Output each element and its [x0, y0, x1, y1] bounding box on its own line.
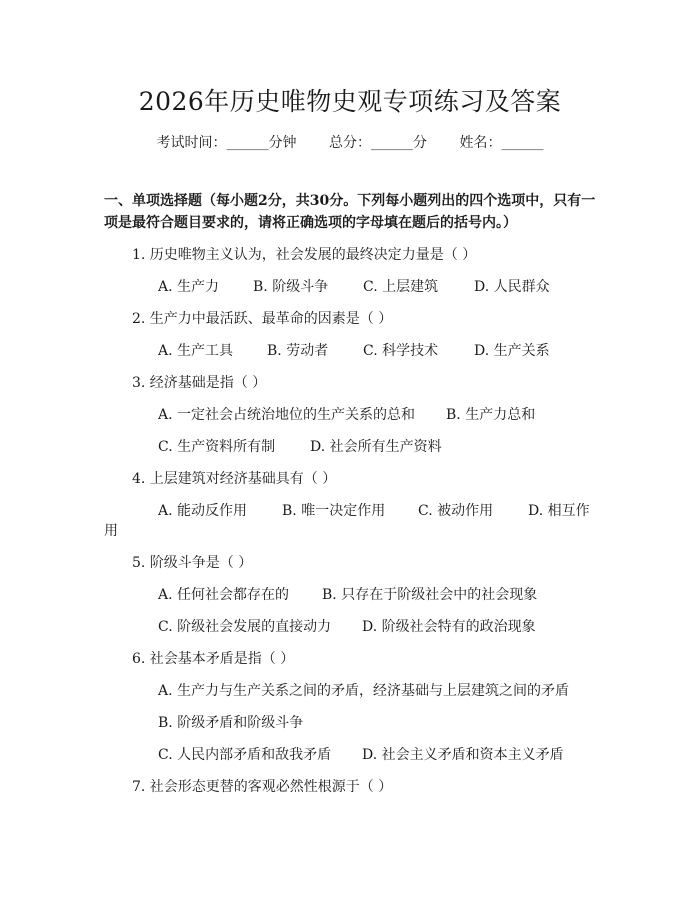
- question-4-option-d-wrap: 用: [104, 523, 118, 539]
- total-score-field: 总分：______分: [329, 135, 427, 151]
- question-6-option-c: C. 人民内部矛盾和敌我矛盾: [158, 747, 332, 763]
- question-2-option-a: A. 生产工具: [158, 343, 234, 359]
- question-6-stem: 6. 社会基本矛盾是指（ ）: [132, 651, 295, 667]
- question-6-option-b: B. 阶级矛盾和阶级斗争: [158, 715, 304, 731]
- question-1-option-b: B. 阶级斗争: [253, 279, 329, 295]
- question-4-option-d: D. 相互作: [528, 503, 590, 519]
- page-title: 2026年历史唯物史观专项练习及答案: [138, 87, 562, 116]
- question-6-option-d: D. 社会主义矛盾和资本主义矛盾: [362, 747, 564, 763]
- exam-meta: [0, 132, 700, 152]
- exam-time-field: 考试时间：______分钟: [156, 135, 297, 151]
- question-3-stem: 3. 经济基础是指（ ）: [132, 375, 267, 391]
- question-4-option-b: B. 唯一决定作用: [282, 503, 386, 519]
- question-4-option-a: A. 能动反作用: [158, 503, 248, 519]
- question-1-option-a: A. 生产力: [158, 279, 220, 295]
- question-5-option-d: D. 阶级社会特有的政治现象: [362, 619, 536, 635]
- question-5-option-b: B. 只存在于阶级社会中的社会现象: [322, 587, 538, 603]
- question-7-stem: 7. 社会形态更替的客观必然性根源于（ ）: [132, 779, 393, 795]
- question-2-option-b: B. 劳动者: [267, 343, 329, 359]
- question-1-option-c: C. 上层建筑: [363, 279, 439, 295]
- question-2-stem: 2. 生产力中最活跃、最革命的因素是（ ）: [132, 311, 393, 327]
- question-4-option-c: C. 被动作用: [418, 503, 494, 519]
- student-name-field: 姓名：______: [459, 135, 544, 151]
- question-5-stem: 5. 阶级斗争是（ ）: [132, 555, 253, 571]
- question-3-option-a: A. 一定社会占统治地位的生产关系的总和: [158, 407, 416, 423]
- question-6-option-a: A. 生产力与生产关系之间的矛盾，经济基础与上层建筑之间的矛盾: [158, 683, 570, 699]
- question-4-stem: 4. 上层建筑对经济基础具有（ ）: [132, 471, 337, 487]
- question-5-option-c: C. 阶级社会发展的直接动力: [158, 619, 332, 635]
- question-1-option-d: D. 人民群众: [474, 279, 550, 295]
- question-2-option-c: C. 科学技术: [363, 343, 439, 359]
- question-3-option-b: B. 生产力总和: [446, 407, 536, 423]
- question-5-option-a: A. 任何社会都存在的: [158, 587, 290, 603]
- section-heading: 一、单项选择题（每小题2分，共30分。下列每小题列出的四个选项中，只有一项是最符合题目要求的，请将正确选项的字母填在题后的括号内。）: [104, 193, 596, 231]
- question-3-option-c: C. 生产资料所有制: [158, 439, 276, 455]
- question-2-option-d: D. 生产关系: [474, 343, 550, 359]
- question-1-stem: 1. 历史唯物主义认为，社会发展的最终决定力量是（ ）: [132, 247, 477, 263]
- question-3-option-d: D. 社会所有生产资料: [310, 439, 442, 455]
